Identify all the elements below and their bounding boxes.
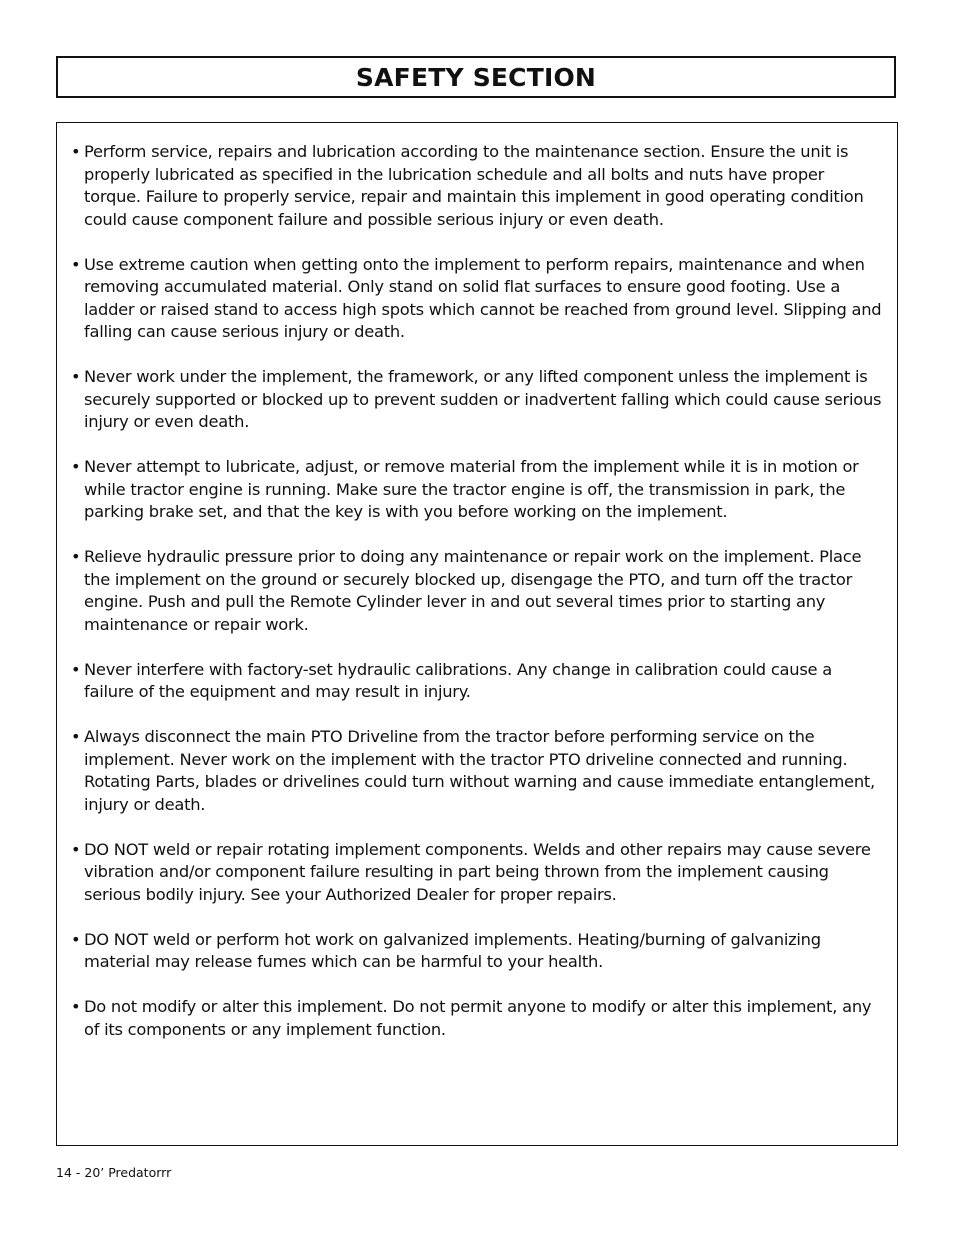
section-title-box [56, 56, 896, 98]
bullet-item: • Relieve hydraulic pressure prior to doing any maintenance or repair work on the implement. Place the implement on the ground or securely blocked up, disengage the PTO, and turn off the tractor engine. Push and pull the Remote Cylinder lever in and out several times prior to starting any maintenance or repair work. [71, 546, 883, 636]
safety-bullet-list [57, 123, 897, 1041]
safety-content-box [56, 122, 898, 1146]
bullet-item: • Perform service, repairs and lubrication according to the maintenance section. Ensure the unit is properly lubricated as specified in the lubrication schedule and all bolts and nuts have proper torque. Failure to properly service, repair and maintain this implement in good operating condition could cause component failure and possible serious injury or even death. [71, 141, 883, 231]
bullet-item: • DO NOT weld or repair rotating implement components. Welds and other repairs may cause severe vibration and/or component failure resulting in part being thrown from the implement causing serious bodily injury. See your Authorized Dealer for proper repairs. [71, 839, 883, 907]
page-title: SAFETY SECTION [355, 62, 597, 92]
bullet-item: • Always disconnect the main PTO Driveline from the tractor before performing service on the implement. Never work on the implement with the tractor PTO driveline connected and running. Rotating Parts, blades or drivelines could turn without warning and cause immediate entanglement, injury or death. [71, 726, 883, 816]
bullet-item: • Do not modify or alter this implement. Do not permit anyone to modify or alter this implement, any of its components or any implement function. [71, 996, 883, 1041]
bullet-item: • DO NOT weld or perform hot work on galvanized implements. Heating/burning of galvanizing material may release fumes which can be harmful to your health. [71, 929, 883, 974]
bullet-item: • Never attempt to lubricate, adjust, or remove material from the implement while it is in motion or while tractor engine is running. Make sure the tractor engine is off, the transmission in park, the parking brake set, and that the key is with you before working on the implement. [71, 456, 883, 524]
page-footer: 14 - 20’ Predatorrr [56, 1165, 172, 1180]
bullet-item: • Use extreme caution when getting onto the implement to perform repairs, maintenance and when removing accumulated material. Only stand on solid flat surfaces to ensure good footing. Use a ladder or raised stand to access high spots which cannot be reached from ground level. Slipping and falling can cause serious injury or death. [71, 254, 883, 344]
bullet-item: • Never interfere with factory-set hydraulic calibrations. Any change in calibration could cause a failure of the equipment and may result in injury. [71, 659, 883, 704]
bullet-item: • Never work under the implement, the framework, or any lifted component unless the implement is securely supported or blocked up to prevent sudden or inadvertent falling which could cause serious injury or even death. [71, 366, 883, 434]
